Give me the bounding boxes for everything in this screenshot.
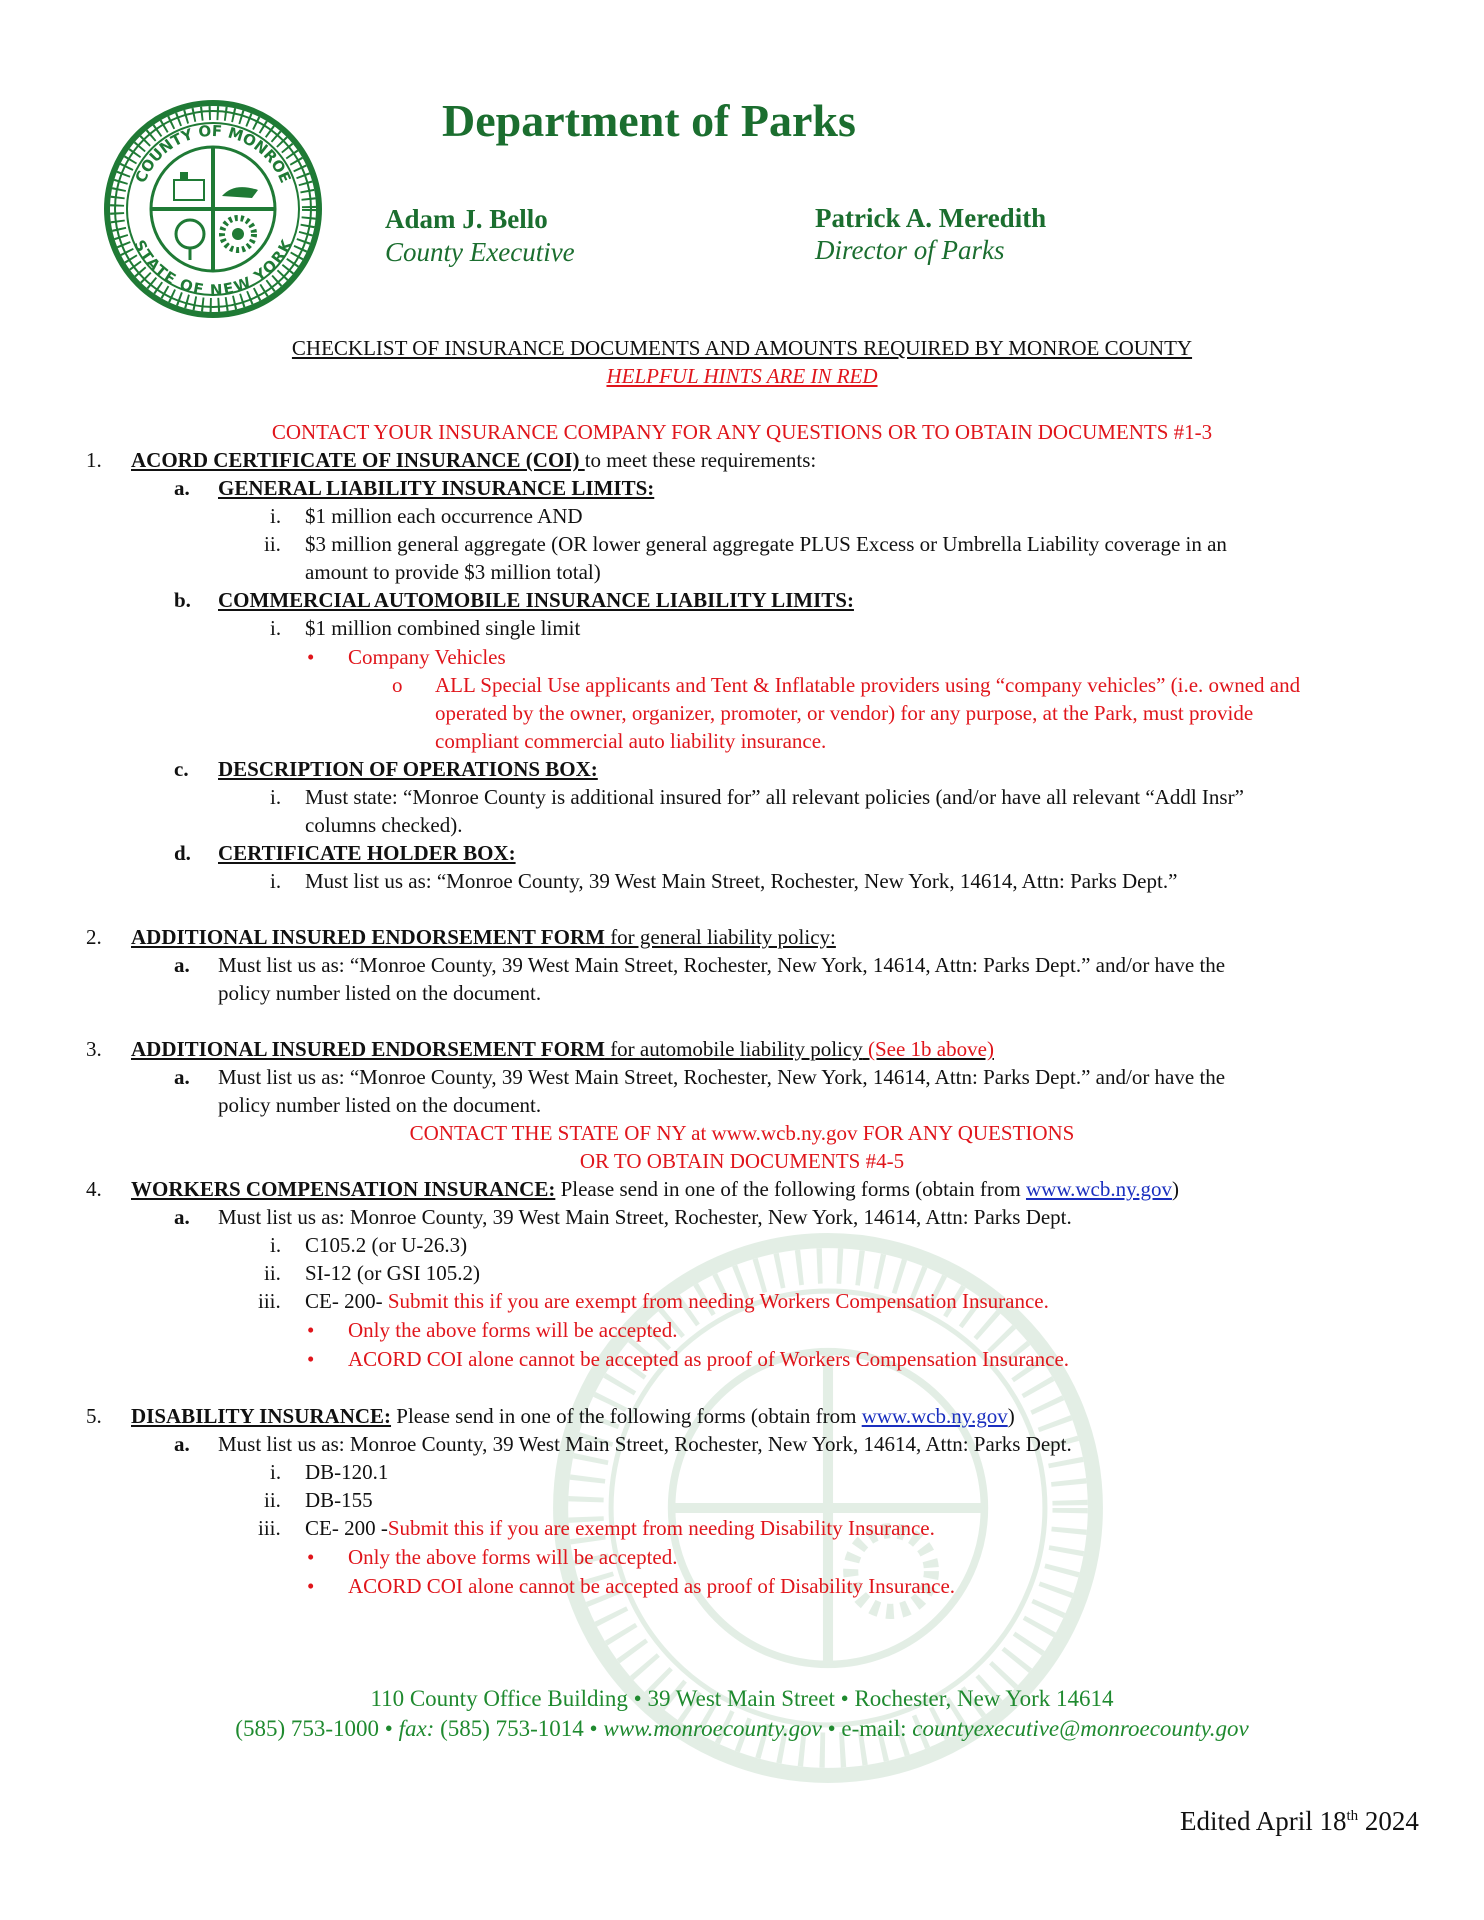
section-1a-ii-line1: $3 million general aggregate (OR lower general aggregate PLUS Excess or Umbrella Liability coverage in an	[305, 532, 1227, 556]
section-5-form-iii-hint: Submit this if you are exempt from needing Disability Insurance.	[387, 1516, 935, 1540]
bullet-icon: •	[307, 1347, 315, 1371]
section-3a-line1: Must list us as: “Monroe County, 39 West Main Street, Rochester, New York, 14614, Attn: Parks Dept.” and/or have the	[218, 1065, 1226, 1089]
edited-prefix: Edited April 18	[1180, 1806, 1347, 1836]
executive-name: Adam J. Bello	[385, 204, 548, 234]
section-4-bullet-2: ACORD COI alone cannot be accepted as proof of Workers Compensation Insurance.	[348, 1347, 1070, 1371]
footer-fax-label: fax:	[398, 1716, 435, 1741]
roman-ii: ii.	[264, 1488, 281, 1512]
section-5-rest: Please send in one of the following forms (obtain from	[391, 1404, 862, 1428]
section-2a-line2: policy number listed on the document.	[218, 981, 542, 1005]
roman-ii: ii.	[264, 532, 281, 556]
section-1c-i-line2: columns checked).	[305, 813, 463, 837]
section-2-number: 2.	[86, 925, 102, 949]
edited-year: 2024	[1358, 1806, 1419, 1836]
footer-phone: (585) 753-1000 •	[235, 1716, 399, 1741]
section-3-title: ADDITIONAL INSURED ENDORSEMENT FORM	[131, 1037, 605, 1061]
section-1b-sub-line3: compliant commercial auto liability insurance.	[435, 729, 827, 753]
roman-i: i.	[270, 616, 282, 640]
footer-email-label: • e-mail:	[821, 1716, 913, 1741]
roman-iii: iii.	[258, 1516, 281, 1540]
wcb-link[interactable]: www.wcb.ny.gov	[1025, 1177, 1172, 1201]
section-4-heading	[131, 1175, 1179, 1203]
section-4a-letter: a.	[174, 1205, 190, 1229]
section-4-bullet-1: Only the above forms will be accepted.	[348, 1318, 678, 1342]
section-5-form-i: DB-120.1	[305, 1460, 389, 1484]
section-1-heading	[131, 446, 816, 474]
director-role: Director of Parks	[815, 235, 1005, 265]
roman-i: i.	[270, 785, 282, 809]
section-4-form-iii-code: CE- 200-	[305, 1289, 383, 1313]
section-3-heading	[131, 1035, 994, 1063]
section-5-form-ii: DB-155	[305, 1488, 373, 1512]
circle-bullet-icon: o	[392, 673, 403, 697]
roman-i: i.	[270, 869, 282, 893]
section-1d-i: Must list us as: “Monroe County, 39 West Main Street, Rochester, New York, 14614, Attn: Parks Dept.”	[305, 869, 1178, 893]
wcb-link[interactable]: www.wcb.ny.gov	[861, 1404, 1008, 1428]
section-1-rest: to meet these requirements:	[584, 448, 817, 472]
section-2a-line1: Must list us as: “Monroe County, 39 West Main Street, Rochester, New York, 14614, Attn: Parks Dept.” and/or have the	[218, 953, 1226, 977]
section-1a-title: GENERAL LIABILITY INSURANCE LIMITS:	[218, 476, 655, 500]
section-4-form-ii: SI-12 (or GSI 105.2)	[305, 1261, 480, 1285]
section-4-form-iii	[305, 1287, 1049, 1315]
executive-role: County Executive	[385, 237, 575, 267]
bullet-icon: •	[307, 1545, 315, 1569]
section-1a-ii-line2: amount to provide $3 million total)	[305, 560, 601, 584]
section-1b-sub-line1: ALL Special Use applicants and Tent & Inflatable providers using “company vehicles” (i.e. owned and	[435, 673, 1301, 697]
section-4-title: WORKERS COMPENSATION INSURANCE:	[131, 1177, 556, 1201]
section-1b-i: $1 million combined single limit	[305, 616, 581, 640]
section-5-bullet-1: Only the above forms will be accepted.	[348, 1545, 678, 1569]
section-1-number: 1.	[86, 448, 102, 472]
section-5-bullet-2: ACORD COI alone cannot be accepted as proof of Disability Insurance.	[348, 1574, 956, 1598]
section-1d-letter: d.	[174, 841, 191, 865]
roman-iii: iii.	[258, 1289, 281, 1313]
svg-text:STATE OF NEW YORK: STATE OF NEW YORK	[130, 237, 296, 300]
bullet-icon: •	[307, 645, 315, 669]
section-2-rest: for general liability policy:	[604, 925, 836, 949]
footer-fax: (585) 753-1014 •	[434, 1716, 604, 1741]
section-5-close: )	[1007, 1404, 1015, 1428]
section-1c-letter: c.	[174, 757, 189, 781]
section-3-hint: (See 1b above)	[862, 1037, 994, 1061]
bullet-icon: •	[307, 1318, 315, 1342]
roman-i: i.	[270, 504, 282, 528]
contact-insurance-note: CONTACT YOUR INSURANCE COMPANY FOR ANY QUESTIONS OR TO OBTAIN DOCUMENTS #1-3	[271, 420, 1213, 444]
section-2-heading	[131, 923, 836, 951]
helpful-hints-note: HELPFUL HINTS ARE IN RED	[606, 364, 878, 388]
section-4-rest: Please send in one of the following forms (obtain from	[555, 1177, 1026, 1201]
footer-address: 110 County Office Building • 39 West Main Street • Rochester, New York 14614	[370, 1686, 1114, 1711]
roman-i: i.	[270, 1460, 282, 1484]
director-name: Patrick A. Meredith	[815, 203, 1047, 233]
section-2-title: ADDITIONAL INSURED ENDORSEMENT FORM	[131, 925, 605, 949]
bullet-icon: •	[307, 1574, 315, 1598]
edited-date	[1180, 1806, 1419, 1837]
section-4-close: )	[1172, 1177, 1179, 1201]
section-1b-title: COMMERCIAL AUTOMOBILE INSURANCE LIABILITY LIMITS:	[218, 588, 854, 612]
page-title: Department of Parks	[442, 95, 856, 146]
roman-i: i.	[270, 1233, 282, 1257]
section-1a-letter: a.	[174, 476, 190, 500]
section-1b-letter: b.	[174, 588, 191, 612]
section-5-heading	[131, 1402, 1015, 1430]
section-5-form-iii-code: CE- 200 -	[305, 1516, 388, 1540]
section-3a-line2: policy number listed on the document.	[218, 1093, 542, 1117]
section-5-form-iii	[305, 1514, 935, 1542]
contact-state-note-line2: OR TO OBTAIN DOCUMENTS #4-5	[579, 1149, 905, 1173]
section-2a-letter: a.	[174, 953, 190, 977]
section-4-form-iii-hint: Submit this if you are exempt from needing Workers Compensation Insurance.	[382, 1289, 1049, 1313]
section-1c-i-line1: Must state: “Monroe County is additional insured for” all relevant policies (and/or have all relevant “Addl Insr”	[305, 785, 1244, 809]
section-5-title: DISABILITY INSURANCE:	[131, 1404, 392, 1428]
section-1d-title: CERTIFICATE HOLDER BOX:	[218, 841, 516, 865]
section-1a-i: $1 million each occurrence AND	[305, 504, 583, 528]
section-5-number: 5.	[86, 1404, 102, 1428]
roman-ii: ii.	[264, 1261, 281, 1285]
section-5a-letter: a.	[174, 1432, 190, 1456]
section-5a: Must list us as: Monroe County, 39 West Main Street, Rochester, New York, 14614, Attn: Parks Dept.	[218, 1432, 1072, 1456]
checklist-heading: CHECKLIST OF INSURANCE DOCUMENTS AND AMOUNTS REQUIRED BY MONROE COUNTY	[291, 336, 1193, 360]
section-1c-title: DESCRIPTION OF OPERATIONS BOX:	[218, 757, 598, 781]
section-4a: Must list us as: Monroe County, 39 West Main Street, Rochester, New York, 14614, Attn: Parks Dept.	[218, 1205, 1072, 1229]
county-seal-logo	[102, 98, 324, 320]
footer-email[interactable]: countyexecutive@monroecounty.gov	[912, 1716, 1249, 1741]
section-1b-bullet: Company Vehicles	[348, 645, 506, 669]
footer-contact	[0, 1716, 1484, 1742]
svg-text:COUNTY OF MONROE: COUNTY OF MONROE	[131, 121, 295, 186]
section-4-number: 4.	[86, 1177, 102, 1201]
contact-state-note-line1: CONTACT THE STATE OF NY at www.wcb.ny.gov FOR ANY QUESTIONS	[409, 1121, 1075, 1145]
edited-suffix: th	[1346, 1808, 1359, 1824]
section-4-form-i: C105.2 (or U-26.3)	[305, 1233, 468, 1257]
section-3-number: 3.	[86, 1037, 102, 1061]
footer-website[interactable]: www.monroecounty.gov	[603, 1716, 822, 1741]
section-3a-letter: a.	[174, 1065, 190, 1089]
section-1b-sub-line2: operated by the owner, organizer, promoter, or vendor) for any purpose, at the Park, must provide	[435, 701, 1254, 725]
section-3-rest: for automobile liability policy	[604, 1037, 863, 1061]
section-1-title: ACORD CERTIFICATE OF INSURANCE (COI)	[131, 448, 585, 472]
